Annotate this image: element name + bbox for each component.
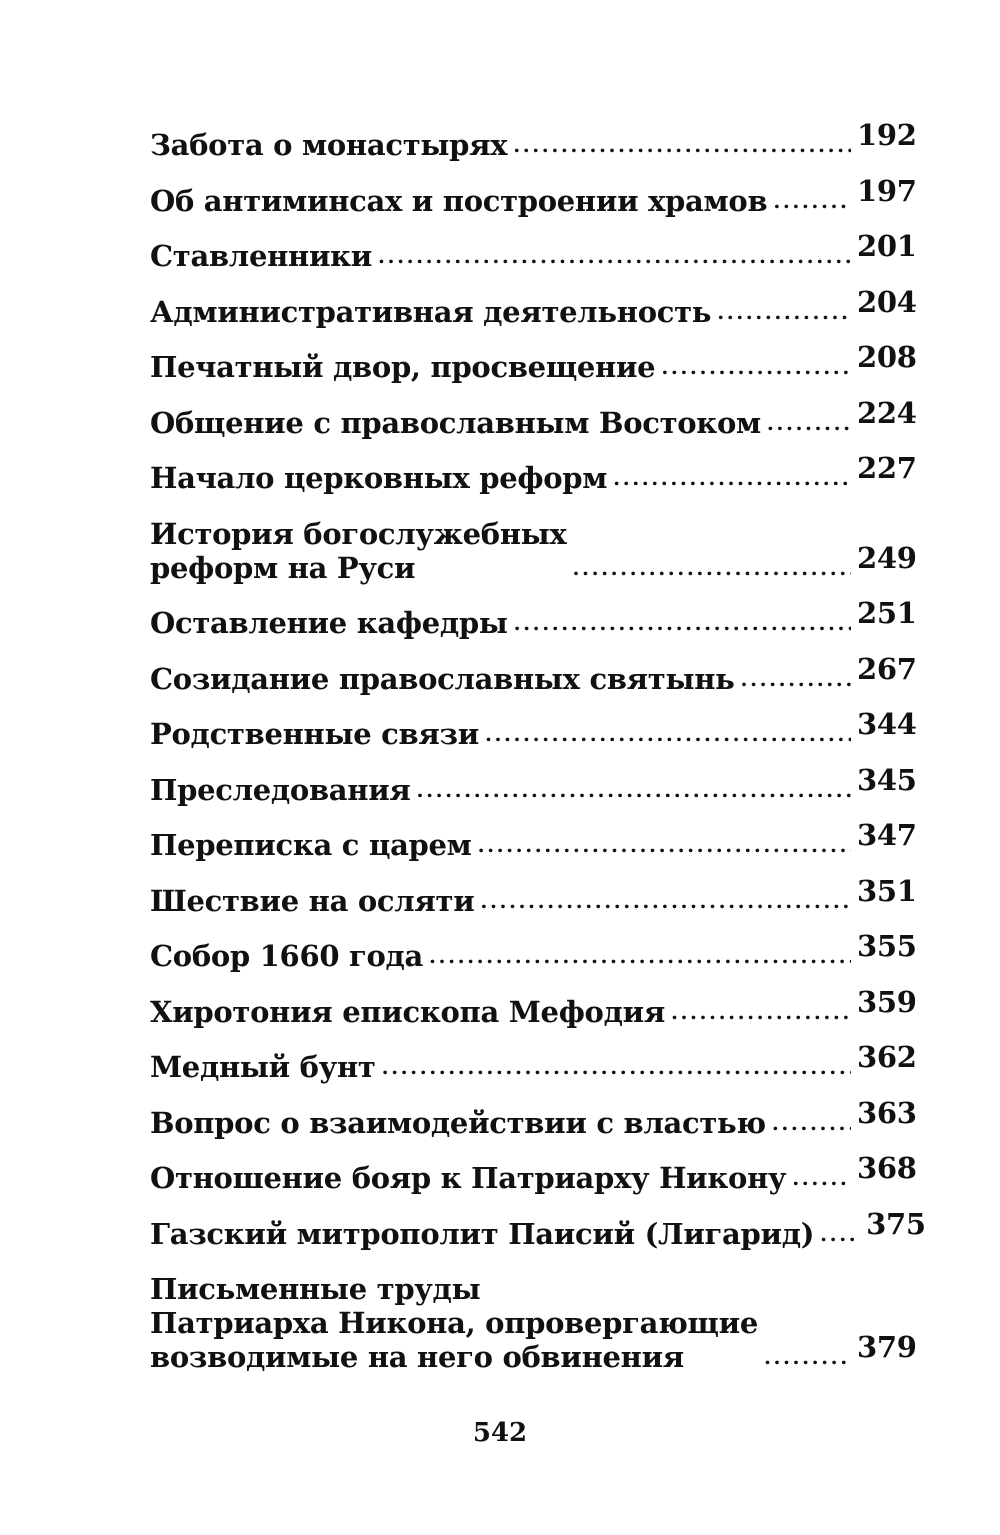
toc-entry-title: [150, 1050, 376, 1084]
toc-entry: [150, 1206, 926, 1251]
toc-entry-page-number: 375: [866, 1206, 926, 1241]
toc-entry-title-line: реформ на Руси: [150, 550, 416, 585]
toc-entry-title: [150, 1161, 786, 1195]
toc-entry-page-number: 249: [857, 540, 917, 575]
toc-entry-title-line: Собор 1660 года: [150, 939, 424, 973]
toc-entry-title: [150, 517, 567, 585]
toc-entry-title-line: Административная деятельность: [150, 294, 712, 329]
toc-entry-title-line: возводимые на него обвинения: [150, 1340, 684, 1374]
toc-entry-page-number: 201: [857, 229, 917, 263]
dot-leader: [671, 995, 851, 1029]
toc-entry-page-number: 379: [857, 1330, 917, 1364]
toc-entry: [150, 651, 917, 696]
toc-entry-page-number: 359: [857, 984, 917, 1019]
dot-leader: [764, 1340, 851, 1374]
toc-entry-title-line: Общение с православным Востоком: [150, 405, 761, 440]
page-number: 542: [472, 1418, 528, 1448]
toc-entry-title-line: Хиротония епископа Мефодия: [150, 994, 665, 1029]
dot-leader: [429, 939, 851, 973]
toc-entry-title: [150, 884, 474, 918]
toc-entry-title: [150, 717, 479, 751]
toc-entry-title: [150, 128, 507, 162]
toc-entry-title-line: Забота о монастырях: [150, 128, 508, 162]
toc-entry-title-line: Об антиминсах и построении храмов: [150, 183, 768, 218]
toc-entry-title-line: Оставление кафедры: [150, 606, 508, 640]
toc-entry-title: [150, 939, 423, 973]
dot-leader: [382, 1050, 851, 1084]
toc-entry-title-line: Шествие на осляти: [150, 883, 475, 918]
dot-leader: [820, 1217, 860, 1251]
dot-leader: [378, 239, 851, 273]
toc-entry-page-number: 362: [857, 1040, 917, 1074]
toc-entry-title: [150, 184, 767, 218]
toc-entry: [150, 1151, 917, 1195]
toc-entry: [150, 873, 917, 918]
toc-entry: [150, 395, 917, 440]
toc-entry: [150, 1040, 917, 1084]
toc-entry-title: [150, 350, 655, 384]
toc-entry-page-number: 224: [857, 395, 917, 430]
dot-leader: [772, 1106, 851, 1140]
toc-entry-title-line: Медный бунт: [150, 1050, 376, 1084]
toc-entry-title-line: Родственные связи: [150, 717, 479, 751]
toc-entry-title: [150, 606, 508, 640]
toc-entry-title-line: Преследования: [150, 772, 411, 807]
toc-entry-page-number: 344: [857, 707, 917, 741]
toc-entry-page-number: 368: [857, 1151, 917, 1185]
toc-entry-title-line: Начало церковных реформ: [150, 461, 608, 495]
toc-entry: [150, 707, 917, 751]
toc-entry-page-number: 355: [857, 929, 917, 963]
toc-entry: [150, 118, 917, 162]
toc-entry-title: [150, 1217, 814, 1251]
toc-entry: [150, 818, 917, 862]
toc-entry-title: [150, 828, 472, 862]
toc-entry: [150, 340, 917, 384]
toc-entry-title-line: Отношение бояр к Патриарху Никону: [150, 1161, 787, 1195]
toc-entry-page-number: 251: [857, 596, 917, 630]
toc-entry-page-number: 204: [857, 284, 917, 319]
dot-leader: [514, 606, 851, 640]
toc-entry: [150, 451, 917, 495]
toc-entry-page-number: 267: [857, 651, 917, 686]
toc-entry: [150, 1095, 917, 1140]
toc-entry-title: [150, 239, 372, 273]
dot-leader: [767, 406, 851, 440]
toc-entry-page-number: 363: [857, 1095, 917, 1130]
toc-entry-title-line: История богослужебных: [150, 516, 567, 551]
toc-entry-title: [150, 406, 761, 440]
toc-entry: [150, 173, 917, 218]
toc-entry-page-number: 345: [857, 762, 917, 797]
toc-entry-title: [150, 1106, 766, 1140]
toc-entry: [150, 284, 917, 329]
dot-leader: [480, 884, 851, 918]
toc-entry-title: [150, 662, 735, 696]
dot-leader: [661, 350, 851, 384]
toc-entry-title: [150, 773, 411, 807]
toc-entry-title: [150, 295, 711, 329]
toc-entry-title-line: Печатный двор, просвещение: [150, 350, 656, 384]
toc-entry-title-line: Патриарха Никона, опровергающие: [150, 1306, 758, 1340]
toc-entry-title-line: Созидание православных святынь: [150, 661, 735, 696]
toc-entry-title-line: Газский митрополит Паисий (Лигарид): [150, 1216, 815, 1251]
toc-entry-title-line: Вопрос о взаимодействии с властью: [150, 1105, 766, 1140]
toc-entry-title: [150, 1272, 758, 1374]
dot-leader: [485, 717, 851, 751]
table-of-contents: [150, 118, 926, 1396]
toc-entry: [150, 596, 917, 640]
dot-leader: [741, 662, 851, 696]
toc-entry-page-number: 197: [857, 173, 917, 208]
toc-entry: [150, 984, 917, 1029]
toc-entry-title: [150, 461, 607, 495]
dot-leader: [717, 295, 851, 329]
toc-entry: [150, 229, 917, 273]
toc-entry-title-line: Переписка с царем: [150, 828, 472, 862]
toc-entry-page-number: 208: [857, 340, 917, 374]
dot-leader: [417, 773, 851, 807]
toc-entry: [150, 1272, 915, 1374]
toc-entry-title-line: Ставленники: [150, 239, 373, 273]
toc-entry-title: [150, 995, 665, 1029]
toc-entry-title-line: Письменные труды: [150, 1272, 481, 1306]
dot-leader: [573, 551, 851, 585]
dot-leader: [792, 1161, 851, 1195]
dot-leader: [773, 184, 851, 218]
toc-entry: [150, 517, 915, 585]
toc-entry-page-number: 347: [857, 818, 917, 852]
toc-entry-page-number: 192: [857, 118, 917, 152]
toc-entry: [150, 762, 917, 807]
toc-entry-page-number: 351: [857, 873, 917, 908]
dot-leader: [613, 461, 851, 495]
dot-leader: [513, 128, 851, 162]
toc-entry: [150, 929, 917, 973]
dot-leader: [478, 828, 851, 862]
toc-entry-page-number: 227: [857, 451, 917, 485]
